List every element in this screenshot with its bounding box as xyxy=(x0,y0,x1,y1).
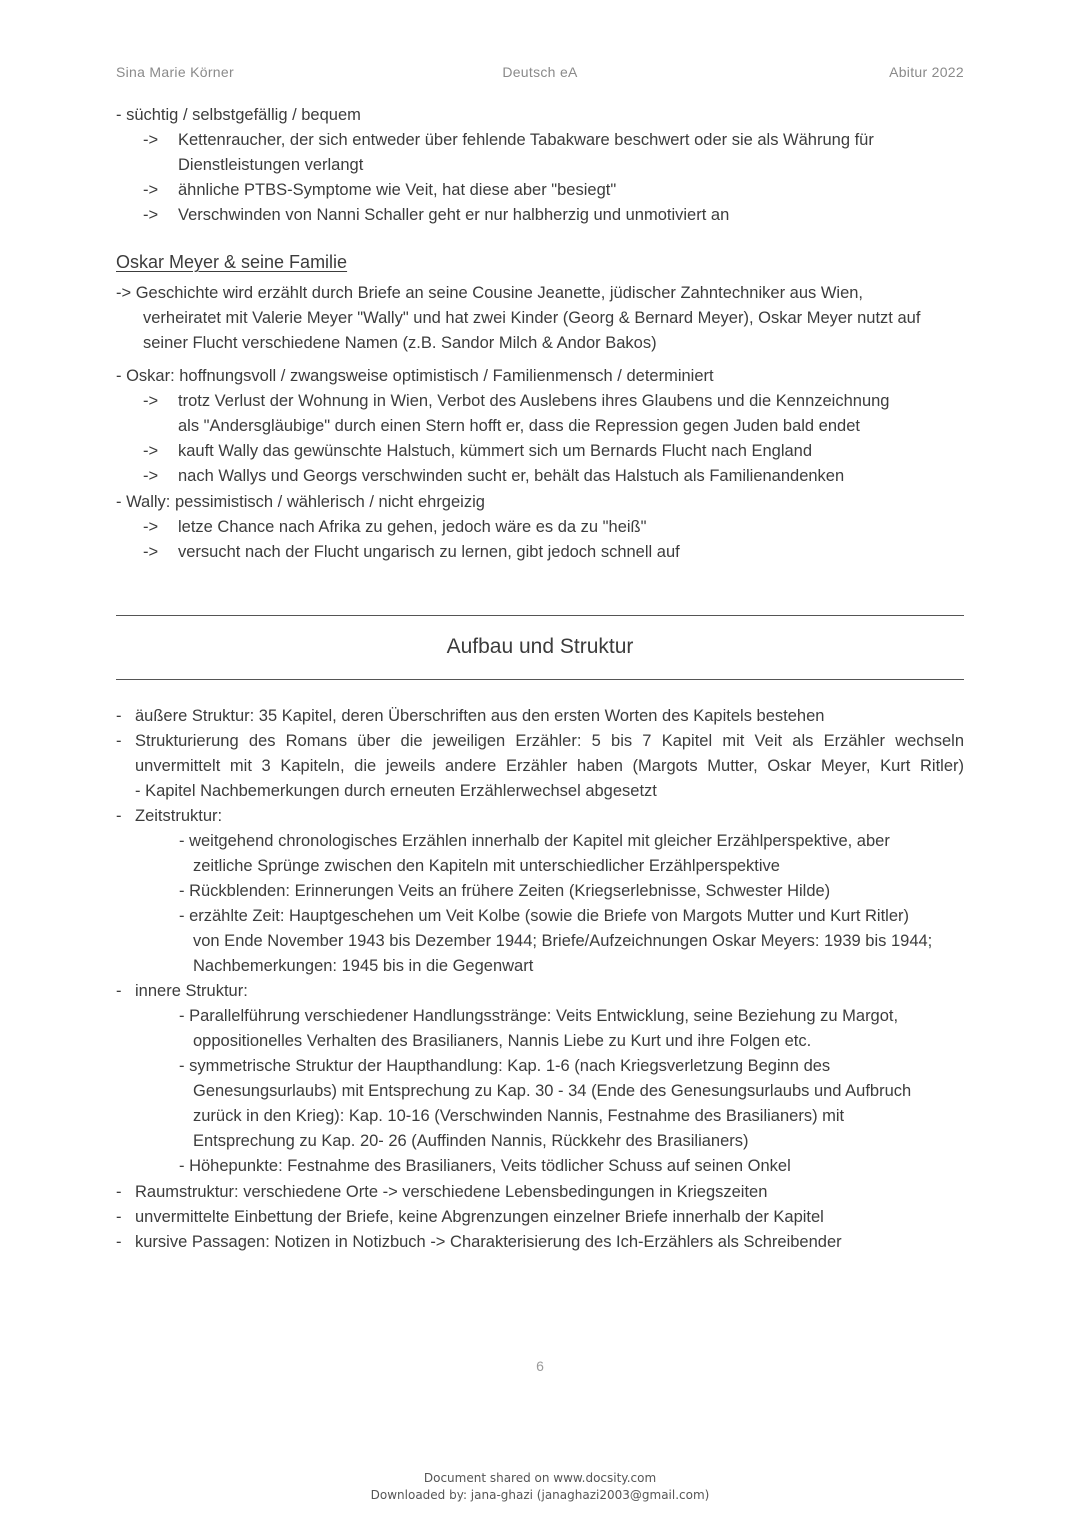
arrow-marker: -> xyxy=(143,131,159,149)
sub-item-continuation: von Ende November 1943 bis Dezember 1944; Briefe/Aufzeichnungen Oskar Meyers: 1939 bis 1944; xyxy=(193,932,933,950)
header-course: Deutsch eA xyxy=(502,64,578,80)
sub-item-continuation: zeitliche Sprünge zwischen den Kapiteln mit unterschiedlicher Erzählperspektive xyxy=(193,857,780,875)
list-item: Raumstruktur: verschiedene Orte -> verschiedene Lebensbedingungen in Kriegszeiten xyxy=(135,1183,768,1201)
traits-line: - süchtig / selbstgefällig / bequem xyxy=(116,106,361,124)
arrow-marker: -> xyxy=(143,206,159,224)
list-item: Strukturierung des Romans über die jeweiligen Erzähler: 5 bis 7 Kapitel mit Veit als Erzähler wechseln xyxy=(135,732,964,750)
sub-item: - Parallelführung verschiedener Handlungsstränge: Veits Entwicklung, seine Beziehung zu Margot, xyxy=(179,1007,899,1025)
oskar-intro-line: verheiratet mit Valerie Meyer "Wally" und hat zwei Kinder (Georg & Bernard Meyer), Oskar Meyer nutzt auf xyxy=(143,309,921,327)
list-item: -> letze Chance nach Afrika zu gehen, jedoch wäre es da zu "heiß" xyxy=(143,515,647,540)
list-item-continuation: - Kapitel Nachbemerkungen durch erneuten Erzählerwechsel abgesetzt xyxy=(135,782,657,800)
list-item: unvermittelte Einbettung der Briefe, keine Abgrenzungen einzelner Briefe innerhalb der Kapitel xyxy=(135,1208,824,1226)
wally-traits: - Wally: pessimistisch / wählerisch / nicht ehrgeizig xyxy=(116,493,485,511)
sub-item-continuation: Entsprechung zu Kap. 20- 26 (Auffinden Nannis, Rückkehr des Brasilianers) xyxy=(193,1132,749,1150)
oskar-heading: Oskar Meyer & seine Familie xyxy=(116,252,348,272)
list-item: äußere Struktur: 35 Kapitel, deren Überschriften aus den ersten Worten des Kapitels bestehen xyxy=(135,707,825,725)
arrow-marker: -> xyxy=(143,392,159,410)
list-item: -> nach Wallys und Georgs verschwinden sucht er, behält das Halstuch als Familienandenken xyxy=(143,464,844,489)
arrow-marker: -> xyxy=(143,442,159,460)
oskar-intro-line: seiner Flucht verschiedene Namen (z.B. Sandor Milch & Andor Bakos) xyxy=(143,334,657,352)
list-item: -> trotz Verlust der Wohnung in Wien, Verbot des Auslebens ihres Glaubens und die Kennzeichnung xyxy=(143,389,889,414)
footer-shared: Document shared on www.docsity.com xyxy=(423,1471,657,1485)
list-item-continuation: unvermittelt mit 3 Kapiteln, die jeweils andere Erzähler haben (Margots Mutter, Oskar Meyer, Kurt Ritler) xyxy=(135,757,964,775)
sub-item-continuation: Genesungsurlaubs) mit Entsprechung zu Kap. 30 - 34 (Ende des Genesungsurlaubs und Aufbruch xyxy=(193,1082,912,1100)
sub-item-continuation: Nachbemerkungen: 1945 bis in die Gegenwart xyxy=(193,957,534,975)
list-item: -> versucht nach der Flucht ungarisch zu lernen, gibt jedoch schnell auf xyxy=(143,540,680,565)
section-title: Aufbau und Struktur xyxy=(446,635,634,658)
bullet-dash: - xyxy=(116,1233,122,1251)
list-item: innere Struktur: xyxy=(135,982,248,1000)
list-item: -> ähnliche PTBS-Symptome wie Veit, hat diese aber "besiegt" xyxy=(143,178,616,203)
list-item-continuation: Dienstleistungen verlangt xyxy=(178,156,364,174)
arrow-marker: -> xyxy=(143,518,159,536)
sub-item: - Rückblenden: Erinnerungen Veits an frühere Zeiten (Kriegserlebnisse, Schwester Hilde) xyxy=(179,882,831,900)
arrow-marker: -> xyxy=(143,181,159,199)
footer-downloaded: Downloaded by: jana-ghazi (janaghazi2003@gmail.com) xyxy=(370,1488,710,1502)
bullet-dash: - xyxy=(116,1183,122,1201)
oskar-traits: - Oskar: hoffnungsvoll / zwangsweise optimistisch / Familienmensch / determiniert xyxy=(116,367,714,385)
sub-item-continuation: oppositionelles Verhalten des Brasilianers, Nannis Liebe zu Kurt und ihre Folgen etc. xyxy=(193,1032,812,1050)
header-author: Sina Marie Körner xyxy=(116,64,234,80)
bullet-dash: - xyxy=(116,982,122,1000)
bullet-dash: - xyxy=(116,707,122,725)
list-item: -> kauft Wally das gewünschte Halstuch, kümmert sich um Bernards Flucht nach England xyxy=(143,439,812,464)
page-number: 6 xyxy=(536,1358,544,1374)
list-item: Zeitstruktur: xyxy=(135,807,223,825)
list-item-continuation: als "Andersgläubige" durch einen Stern hofft er, dass die Repression gegen Juden bald endet xyxy=(178,417,860,435)
list-item: kursive Passagen: Notizen in Notizbuch -> Charakterisierung des Ich-Erzählers als Schreibender xyxy=(135,1233,842,1251)
arrow-marker: -> xyxy=(143,467,159,485)
sub-item: - Höhepunkte: Festnahme des Brasilianers, Veits tödlicher Schuss auf seinen Onkel xyxy=(179,1157,791,1175)
bullet-dash: - xyxy=(116,732,122,750)
list-item: -> Verschwinden von Nanni Schaller geht er nur halbherzig und unmotiviert an xyxy=(143,203,729,228)
sub-item: - weitgehend chronologisches Erzählen innerhalb der Kapitel mit gleicher Erzählperspektive, aber xyxy=(179,832,890,850)
sub-item: - symmetrische Struktur der Haupthandlung: Kap. 1-6 (nach Kriegsverletzung Beginn des xyxy=(179,1057,831,1075)
bullet-dash: - xyxy=(116,807,122,825)
sub-item: - erzählte Zeit: Hauptgeschehen um Veit Kolbe (sowie die Briefe von Margots Mutter und Kurt Ritler) xyxy=(179,907,910,925)
section-rule-bottom xyxy=(116,679,964,680)
list-item: -> Kettenraucher, der sich entweder über fehlende Tabakware beschwert oder sie als Währung für xyxy=(143,128,874,153)
section-rule-top xyxy=(116,615,964,616)
header-exam: Abitur 2022 xyxy=(889,64,964,80)
oskar-intro-line: -> Geschichte wird erzählt durch Briefe an seine Cousine Jeanette, jüdischer Zahntechniker aus Wien, xyxy=(116,284,864,302)
arrow-marker: -> xyxy=(143,543,159,561)
sub-item-continuation: zurück in den Krieg): Kap. 10-16 (Verschwinden Nannis, Festnahme des Brasilianers) mit xyxy=(193,1107,845,1125)
bullet-dash: - xyxy=(116,1208,122,1226)
